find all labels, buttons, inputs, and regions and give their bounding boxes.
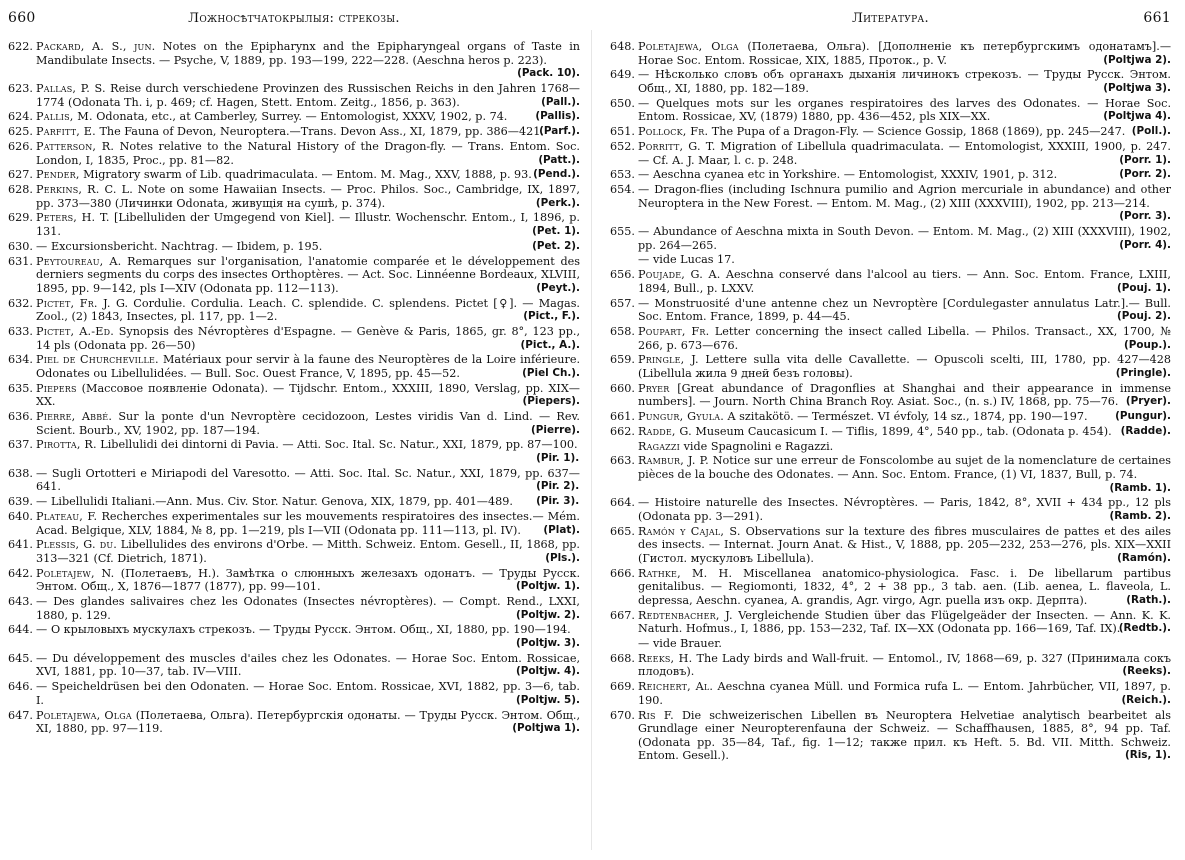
entry-text: О крыловыхъ мускулахъ стрекозъ. — Труды Русск. Энтом. Общ., XI, 1880, pp. 190—194. (47, 623, 571, 637)
entry-number: 662. (610, 424, 635, 438)
bibliography-entry (610, 652, 1171, 679)
entry-text: Dragon-flies (including Ischnura pumilio and Agrion mercuriale in abundance) and other Neuroptera in the New Forest. — Entom. M. Mag., (2) XIII (XXXVIII), 1902, pp. 213—214. (638, 183, 1171, 210)
bibliography-entry (8, 297, 580, 324)
page-number: 660 (8, 10, 36, 26)
entry-text: Sur la ponte d'un Nevroptère cecidozoon, Lestes viridis Van d. Lind. — Rev. Scient. Bourb., XV, 1902, pp. 187—194. (36, 410, 580, 437)
bibliography-entry (610, 496, 1171, 523)
bibliography-entry (8, 211, 580, 238)
bibliography-entry (610, 253, 1171, 267)
bibliography-entry (610, 680, 1171, 707)
entry-author: Reeks, H. (638, 651, 693, 665)
entry-number: 627. (8, 168, 33, 182)
entry-ref-code: (Plat). (543, 523, 580, 536)
entry-author: Peters, H. T. (36, 211, 110, 225)
entry-number: 646. (8, 680, 33, 694)
bibliography-entry (610, 325, 1171, 352)
bibliography-entry (8, 495, 580, 509)
entry-ref-code: (Pryer). (1125, 395, 1171, 408)
entry-author: — (36, 651, 48, 665)
bibliography-entry (8, 168, 580, 182)
entry-author: Pollock, Fr. (638, 125, 709, 139)
entry-number: 653. (610, 168, 635, 182)
bibliography-entry (8, 623, 580, 650)
bibliography-entry (610, 268, 1171, 295)
entry-number: 660. (610, 381, 635, 395)
entry-text: Recherches experimentales sur les mouvements respiratoires des insectes.— Mém. Acad. Belgique, XLV, 1884, № 8, pp. 1—219, pls I—VII (Odonata pp. 111—113, pl. IV). (36, 509, 580, 537)
bibliography-entry (610, 97, 1171, 124)
bibliography-entry (610, 410, 1171, 424)
bibliography-entry (610, 168, 1171, 182)
entry-number: 643. (8, 595, 33, 609)
entry-number: 641. (8, 538, 33, 552)
bibliography-entry (8, 40, 580, 81)
entry-ref-code: (Pringle). (1115, 366, 1171, 379)
bibliography-entry (610, 637, 1171, 651)
entry-ref-code: (Poltjwa 3). (1103, 81, 1171, 94)
entry-number: 634. (8, 353, 33, 367)
entry-number: 640. (8, 509, 33, 523)
entry-number: 622. (8, 40, 33, 53)
entry-author: Pender, (36, 168, 80, 182)
entry-text: [Great abundance of Dragonflies at Shanghai and their appearance in immense numbers]. — Journ. North China Branch Roy. Asiat. Soc., (n. s.) IV, 1868, pp. 75—76. (638, 381, 1171, 409)
entry-text: vide Brauer. (649, 637, 722, 651)
entry-text: Odonata, etc., at Camberley, Surrey. — Entomologist, XXXV, 1902, p. 74. (92, 110, 508, 124)
left-page (0, 0, 592, 860)
entry-text: (Массовое появленіе Odonata). — Tijdschr. Entom., XXXIII, 1890, Verslag, pp. XIX—XX. (36, 381, 580, 409)
bibliography-entry (610, 125, 1171, 139)
entry-ref-code: (Pall.). (541, 95, 580, 108)
bibliography-entry (8, 382, 580, 409)
bibliography-entry (610, 140, 1171, 167)
bibliography-entry (610, 709, 1171, 763)
bibliography-entry (8, 140, 580, 167)
entry-author: Plessis, G. du. (36, 538, 118, 552)
entry-ref-code: (Pict., A.). (520, 338, 580, 351)
entry-text: Du développement des muscles d'ailes chez les Odonates. — Horae Soc. Entom. Rossicae, XVI, 1881, pp. 10—37, tab. IV—VIII. (36, 651, 580, 679)
entry-author: — (36, 595, 48, 609)
entry-ref-code: (Reeks). (1122, 665, 1171, 678)
right-page (592, 0, 1185, 860)
entry-ref-code: (Poltjwa 1). (512, 722, 580, 735)
entry-ref-code: (Ris, 1). (1125, 749, 1171, 762)
entry-author: Pringle, J. (638, 353, 699, 367)
entry-author: Piepers (36, 381, 77, 395)
entry-text: Museum Caucasicum I. — Tiflis, 1899, 4°, 540 pp., tab. (Odonata p. 454). (691, 424, 1112, 438)
entry-author: Peytoureau, A. (36, 254, 122, 268)
bibliography-entry (8, 82, 580, 109)
entry-author: Pallas, P. S. (36, 81, 106, 95)
entry-number: 657. (610, 296, 635, 310)
bibliography-entry (8, 255, 580, 296)
entry-ref-code: (Porr. 4). (1119, 238, 1171, 251)
bibliography-entry (8, 438, 580, 465)
entry-text: (Полетаева, Ольга). Петербургскія одонаты. — Труды Русск. Энтом. Общ., XI, 1880, pp. 97—119. (36, 708, 580, 736)
entry-text: Synopsis des Névroptères d'Espagne. — Genève & Paris, 1865, gr. 8°, 123 pp., 14 pls (Odonata pp. 26—50) (36, 324, 580, 352)
entry-author: — (36, 466, 48, 480)
bibliography-entry (8, 110, 580, 124)
entry-author: — (36, 239, 48, 253)
entry-author: Ris F. (638, 708, 674, 722)
entry-author: Piel de Churcheville. (36, 353, 159, 367)
entry-ref-code: (Pend.). (533, 168, 580, 181)
entry-text: Speicheldrüsen bei den Odonaten. — Horae Soc. Entom. Rossicae, XVI, 1882, pp. 3—6, tab. I. (36, 680, 580, 707)
entry-text: Miscellanea anatomico-physiologica. Fasc. i. De libellarum partibus genitalibus. — Regiomonti, 1832, 4°, 2 + 38 pp., 3 tab. aen. (Lib. aenea, L. flaveola, L. depressa, Aeschn. cyanea, A. grandis, Agr. virgo, Agr. puella изъ окр. Дерпта). (638, 566, 1171, 607)
entry-text: Quelques mots sur les organes respiratoires des larves des Odonates. — Horae Soc. Entom. Rossicae, XV, (1879) 1880, pp. 436—452, pls XIX—XX. (638, 96, 1171, 124)
entry-author: — (638, 68, 650, 82)
entry-number: 663. (610, 454, 635, 468)
entry-text: Remarques sur l'organisation, l'anatomie comparée et le développement des derniers segments du corps des insectes Orthoptères. — Act. Soc. Linnéenne Bordeaux, XLVIII, 1895, pp. 9—142, pls I—XIV (Odonata pp. 112—113). (36, 254, 580, 295)
bibliography-entry (8, 353, 580, 380)
entry-author: Pierre, Abbé. (36, 410, 113, 424)
entry-ref-code: (Poltjw. 4). (515, 665, 580, 678)
entry-number: 670. (610, 708, 635, 722)
entry-number: 635. (8, 381, 33, 395)
entry-text: vide Spagnolini e Ragazzi. (680, 439, 834, 453)
bibliography-list (610, 40, 1171, 763)
entry-text: Notes on the Epipharynx and the Epipharyngeal organs of Taste in Mandibulate Insects. — Psyche, V, 1889, pp. 193—199, 222—228. (Aeschna heros p. 223). (36, 40, 581, 67)
entry-number: 658. (610, 324, 635, 338)
bibliography-entry (610, 382, 1171, 409)
entry-author: Reichert, Al. (638, 680, 714, 694)
entry-ref-code: (Pir. 1). (536, 452, 580, 465)
entry-author: — (638, 296, 650, 310)
entry-text: Histoire naturelle des Insectes. Névroptères. — Paris, 1842, 8°, XVII + 434 pp., 12 pls (Odonata pp. 3—291). (638, 496, 1171, 523)
entry-number: 645. (8, 651, 33, 665)
entry-author: — (36, 680, 48, 694)
entry-text: [Libelluliden der Umgegend von Kiel]. — Illustr. Wochenschr. Entom., I, 1896, p. 131. (36, 211, 580, 239)
bibliography-entry (610, 454, 1171, 495)
bibliography-entry (8, 467, 580, 494)
entry-author: Pictet, Fr. J. (36, 296, 111, 310)
entry-text: The Pupa of a Dragon-Fly. — Science Gossip, 1868 (1869), pp. 245—247. (708, 125, 1126, 139)
entry-number: 667. (610, 608, 635, 622)
entry-ref-code: (Porr. 3). (1119, 210, 1171, 223)
bibliography-entry (610, 440, 1171, 454)
entry-number: 636. (8, 410, 33, 424)
bibliography-entry (610, 40, 1171, 67)
running-head: Ложносѣтчатокрылыя: стрекозы. (188, 11, 400, 26)
bibliography-entry (610, 609, 1171, 636)
entry-author: Poupart, Fr. (638, 324, 710, 338)
entry-number: 652. (610, 139, 635, 153)
entry-number: 656. (610, 268, 635, 282)
entry-ref-code: (Pet. 1). (532, 225, 580, 238)
entry-number: 624. (8, 110, 33, 124)
entry-ref-code: (Peyt.). (536, 281, 580, 294)
entry-number: 655. (610, 225, 635, 239)
entry-text: Die schweizerischen Libellen въ Neuroptera Helvetiae analytisch bearbeitet als Grundlage einer Neuropterenfauna der Schweiz. — Schaffhausen, 1885, 8°, 94 pp. Taf. (Odonata pp. 35—84, Taf., fig. 1—12; также прил. къ Heft. 5. Bd. VII. Mitth. Schweiz. Entom. Gesell.). (638, 708, 1171, 763)
entry-author: — (638, 183, 650, 197)
entry-author: Porritt, G. T. (638, 139, 716, 153)
entry-author: — (638, 637, 650, 651)
entry-ref-code: (Pet. 2). (532, 239, 580, 252)
entry-number: 628. (8, 183, 33, 197)
entry-text: The Fauna of Devon, Neuroptera.—Trans. Devon Ass., XI, 1879, pp. 386—421. (95, 125, 544, 139)
bibliography-entry (8, 538, 580, 565)
bibliography-entry (8, 567, 580, 594)
bibliography-entry (8, 652, 580, 679)
entry-author: Poletajewa, Olga (36, 708, 132, 722)
bibliography-entry (610, 297, 1171, 324)
bibliography-entry (610, 567, 1171, 608)
entry-number: 625. (8, 125, 33, 139)
entry-author: Rambur, J. P. (638, 454, 709, 468)
page-number: 661 (1143, 10, 1171, 26)
entry-number: 650. (610, 96, 635, 110)
entry-ref-code: (Poltjwa 2). (1103, 53, 1171, 66)
running-head: Литература. (852, 11, 929, 26)
entry-number: 654. (610, 183, 635, 197)
entry-number: 637. (8, 438, 33, 452)
entry-number: 638. (8, 466, 33, 480)
entry-ref-code: (Perk.). (535, 196, 580, 209)
entry-number: 649. (610, 68, 635, 82)
entry-author: Patterson, R. (36, 139, 115, 153)
entry-text: Vergleichende Studien über das Flügelgeäder der Insecten. — Ann. K. K. Naturh. Hofmus., I, 1886, pp. 153—232, Taf. IX—XX (Odonata pp. 166—169, Taf. IX). (638, 608, 1171, 636)
entry-text: Libellulidi dei dintorni di Pavia. — Atti. Soc. Ital. Sc. Natur., XXI, 1879, pp. 87—100. (96, 438, 578, 452)
entry-ref-code: (Piel Ch.). (522, 366, 580, 379)
bibliography-entry (610, 425, 1171, 439)
entry-ref-code: (Redtb.). (1118, 622, 1171, 635)
page-header (8, 10, 580, 32)
entry-author: Pirotta, R. (36, 438, 97, 452)
entry-ref-code: (Ramb. 1). (1109, 481, 1171, 494)
entry-number: 648. (610, 40, 635, 53)
entry-ref-code: (Poll.). (1131, 125, 1171, 138)
entry-ref-code: (Pouj. 2). (1117, 310, 1171, 323)
entry-ref-code: (Pict., F.). (523, 310, 580, 323)
entry-text: Migratory swarm of Lib. quadrimaculata. — Entom. M. Mag., XXV, 1888, p. 93. (79, 168, 532, 182)
entry-author: — (638, 225, 650, 239)
entry-number: 630. (8, 239, 33, 253)
entry-ref-code: (Poup.). (1124, 338, 1171, 351)
bibliography-entry (610, 525, 1171, 566)
entry-text: vide Lucas 17. (649, 253, 735, 267)
entry-number: 639. (8, 495, 33, 509)
entry-text: Reise durch verschiedene Provinzen des Russischen Reichs in den Jahren 1768—1774 (Odonata Th. i, p. 469; cf. Hagen, Stett. Entom. Zeitg., 1856, p. 363). (36, 81, 580, 109)
entry-author: — (36, 623, 48, 637)
entry-text: Libellulides des environs d'Orbe. — Mitth. Schweiz. Entom. Gesell., II, 1868, pp. 313—321 (Cf. Dietrich, 1871). (36, 538, 580, 565)
entry-text: Lettere sulla vita delle Cavallette. — Opuscoli scelti, III, 1780, pp. 427—428 (Libellula жила 9 дней безъ головы). (638, 353, 1171, 380)
page-header (610, 10, 1171, 32)
entry-text: Notes relative to the Natural History of the Dragon-fly. — Trans. Entom. Soc. London, I, 1835, Proc., pp. 81—82. (36, 139, 580, 167)
entry-ref-code: (Parf.). (539, 125, 580, 138)
entry-author: Pryer (638, 381, 670, 395)
bibliography-entry (610, 353, 1171, 380)
entry-ref-code: (Pls.). (545, 551, 580, 564)
bibliography-entry (8, 125, 580, 139)
entry-text: Aeschna conservé dans l'alcool au tiers. — Ann. Soc. Entom. France, LXIII, 1894, Bull., p. LXXV. (638, 268, 1171, 295)
entry-text: Des glandes salivaires chez les Odonates (Insectes névroptères). — Compt. Rend., LXXI, 1880, p. 129. (36, 595, 580, 622)
entry-author: Poletajew, N. (36, 566, 115, 580)
entry-author: Poletajewa, Olga (638, 40, 739, 53)
bibliography-entry (610, 225, 1171, 252)
entry-ref-code: (Pungur). (1115, 410, 1171, 423)
entry-ref-code: (Pierre). (531, 423, 580, 436)
entry-number: 651. (610, 125, 635, 139)
entry-ref-code: (Poltjw. 3). (515, 637, 580, 650)
entry-text: Monstruosité d'une antenne chez un Nevroptère [Cordulegaster annulatus Latr.].— Bull. Soc. Entom. France, 1899, p. 44—45. (638, 296, 1171, 324)
entry-text: (Полетаева, Ольга). [Дополненіе къ петербургскимъ одонатамъ].— Horae Soc. Entom. Rossicae, XIX, 1885, Проток., p. V. (638, 40, 1172, 67)
entry-text: Notice sur une erreur de Fonscolombe au sujet de la nomenclature de certaines pièces de la bouche des Odonates. — Ann. Soc. Entom. France, (1) VI, 1837, Bull, p. 74. (638, 454, 1171, 481)
entry-author: — (638, 96, 650, 110)
entry-author: Packard, A. S., jun. (36, 40, 156, 53)
entry-text: Libellulidi Italiani.—Ann. Mus. Civ. Stor. Natur. Genova, XIX, 1879, pp. 401—489. (47, 495, 513, 509)
bibliography-entry (8, 595, 580, 622)
entry-number: 626. (8, 139, 33, 153)
entry-ref-code: (Ramón). (1117, 551, 1171, 564)
entry-author: — (638, 496, 650, 510)
entry-ref-code: (Pack. 10). (517, 67, 580, 80)
entry-ref-code: (Porr. 2). (1119, 168, 1171, 181)
entry-text: Abundance of Aeschna mixta in South Devon. — Entom. M. Mag., (2) XIII (XXXVIII), 1902, pp. 264—265. (638, 225, 1171, 252)
entry-number: 668. (610, 651, 635, 665)
entry-text: Migration of Libellula quadrimaculata. — Entomologist, XXXIII, 1900, p. 247. — Cf. A. J. Maar, l. c. p. 248. (638, 139, 1171, 167)
bibliography-entry (8, 240, 580, 254)
entry-number: 666. (610, 566, 635, 580)
entry-number: 661. (610, 410, 635, 424)
entry-author: — (638, 253, 650, 267)
entry-ref-code: (Poltjw. 2). (515, 608, 580, 621)
bibliography-list (8, 40, 580, 736)
entry-number: 644. (8, 623, 33, 637)
entry-number: 659. (610, 353, 635, 367)
entry-ref-code: (Pir. 3). (536, 495, 580, 508)
entry-author: — (36, 495, 48, 509)
entry-number: 632. (8, 296, 33, 310)
entry-number: 647. (8, 708, 33, 722)
entry-ref-code: (Pouj. 1). (1117, 281, 1171, 294)
entry-author: Perkins, R. C. L. (36, 183, 133, 197)
entry-ref-code: (Pir. 2). (536, 480, 580, 493)
entry-ref-code: (Radde). (1120, 424, 1171, 437)
bibliography-entry (8, 410, 580, 437)
entry-number: 623. (8, 81, 33, 95)
entry-ref-code: (Patt.). (538, 153, 580, 166)
entry-ref-code: (Poltjwa 4). (1103, 110, 1171, 123)
bibliography-entry (8, 325, 580, 352)
entry-text: A szitakötö. — Természet. VI évfoly, 14 sz., 1874, pp. 190—197. (723, 410, 1088, 424)
entry-author: Pungur, Gyula. (638, 410, 724, 424)
entry-author: Radde, G. (638, 424, 692, 438)
bibliography-entry (8, 183, 580, 210)
entry-author: Pictet, A.-Ed. (36, 324, 114, 338)
bibliography-entry (610, 68, 1171, 95)
bibliography-entry (8, 510, 580, 537)
entry-number: 642. (8, 566, 33, 580)
entry-ref-code: (Piepers). (522, 395, 580, 408)
entry-text: (Полетаевъ, Н.). Замѣтка о слюнныхъ железахъ одонатъ. — Труды Русск. Энтом. Общ., X, 1876—1877 (1877), pp. 99—101. (36, 566, 580, 594)
entry-number: 664. (610, 496, 635, 510)
entry-author: Poujade, G. A. (638, 268, 721, 282)
entry-number: 629. (8, 211, 33, 225)
entry-text: Excursionsbericht. Nachtrag. — Ibidem, p. 195. (47, 239, 323, 253)
entry-ref-code: (Pallis). (535, 110, 580, 123)
entry-ref-code: (Ramb. 2). (1109, 509, 1171, 522)
entry-text: Aeschna cyanea etc in Yorkshire. — Entomologist, XXXIV, 1901, p. 312. (649, 168, 1058, 182)
entry-number: 669. (610, 680, 635, 694)
entry-author: Ramón y Cajal, S. (638, 524, 741, 538)
entry-text: The Lady birds and Wall-fruit. — Entomol., IV, 1868—69, p. 327 (Принимала сокъ плодовъ). (638, 651, 1172, 679)
bibliography-entry (8, 680, 580, 707)
entry-text: Letter concerning the insect called Libella. — Philos. Transact., XX, 1700, № 266, p. 673—676. (638, 324, 1171, 352)
entry-author: Redtenbacher, J. (638, 608, 733, 622)
entry-text: Aeschna cyanea Müll. und Formica rufa L. — Entom. Jahrbücher, VII, 1897, p. 190. (638, 680, 1171, 707)
entry-text: Sugli Ortotteri e Miriapodi del Varesotto. — Atti. Soc. Ital. Sc. Natur., XXI, 1879, pp. 637—641. (36, 466, 580, 494)
entry-ref-code: (Poltjw. 1). (515, 580, 580, 593)
entry-author: Parfitt, E. (36, 125, 96, 139)
entry-author: Pallis, M. (36, 110, 93, 124)
entry-text: Observations sur la texture des fibres musculaires de pattes et des ailes des insects. — Internat. Journ Anat. & Hist., V, 1888, pp. 205—232, 253—276, pls. XIX—XXII (Гистол. мускуловъ Libellula). (638, 524, 1171, 565)
entry-author: Ragazzi (638, 439, 681, 453)
entry-number: 633. (8, 324, 33, 338)
entry-number: 665. (610, 524, 635, 538)
entry-text: G. Cordulie. Cordulia. Leach. C. splendide. C. splendens. Pictet [♀]. — Magas. Zool., (2) 1843, Insectes, pl. 117, pp. 1—2. (36, 296, 580, 324)
entry-author: — (638, 168, 650, 182)
entry-ref-code: (Rath.). (1126, 593, 1171, 606)
bibliography-entry (610, 183, 1171, 224)
entry-text: Note on some Hawaiian Insects. — Proc. Philos. Soc., Cambridge, IX, 1897, pp. 373—380 (Личинки Odonata, живущія на сушѣ, p. 374). (36, 183, 580, 210)
entry-ref-code: (Poltjw. 5). (515, 693, 580, 706)
entry-number: 631. (8, 254, 33, 268)
entry-text: Matériaux pour servir à la faune des Neuroptères de la Loire inférieure. Odonates ou Libellulidées. — Bull. Soc. Ouest France, V, 1895, pp. 45—52. (36, 353, 580, 380)
entry-text: Нѣсколько словъ объ органахъ дыханія личинокъ стрекозъ. — Труды Русск. Энтом. Общ., XI, 1880, pp. 182—189. (638, 68, 1171, 95)
bibliography-entry (8, 709, 580, 736)
entry-ref-code: (Reich.). (1121, 693, 1171, 706)
entry-author: Plateau, F. (36, 509, 98, 523)
entry-ref-code: (Porr. 1). (1119, 153, 1171, 166)
entry-author: Rathke, M. H. (638, 566, 733, 580)
